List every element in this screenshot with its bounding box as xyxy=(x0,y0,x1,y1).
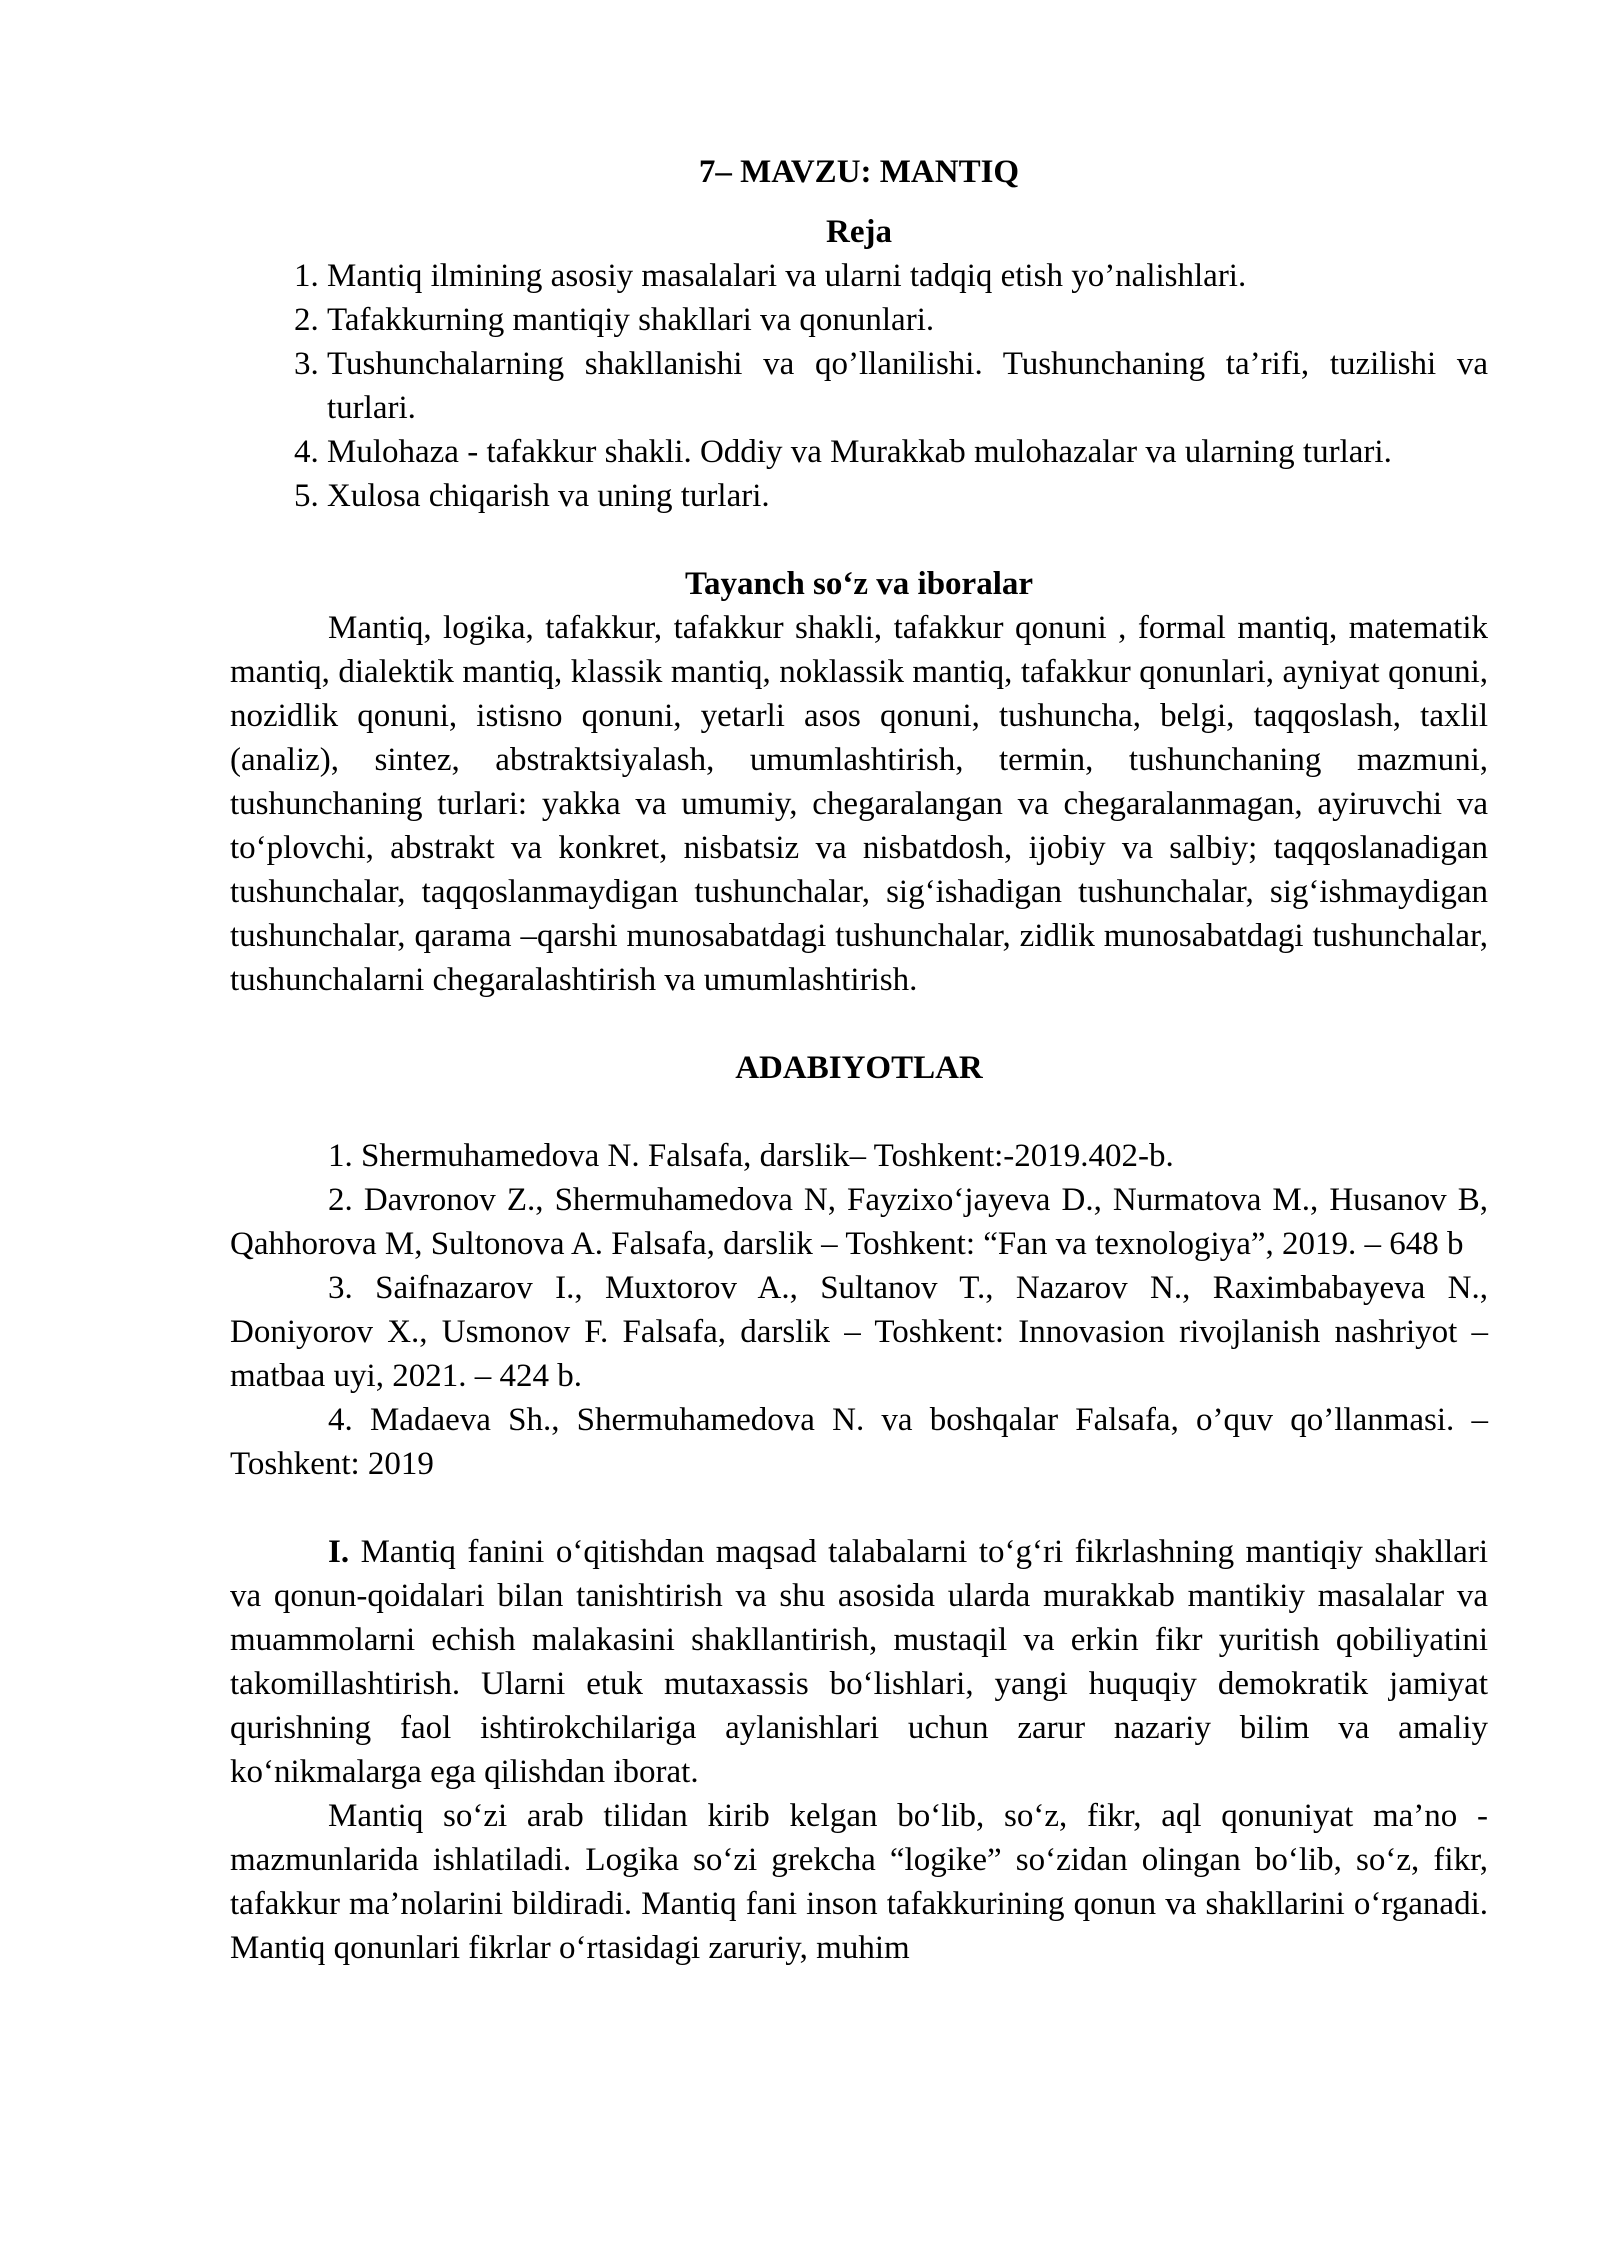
plan-item xyxy=(294,254,1488,298)
keywords-paragraph: Mantiq, logika, tafakkur, tafakkur shakli, tafakkur qonuni , formal mantiq, matematik mantiq, dialektik mantiq, klassik mantiq, noklassik mantiq, tafakkur qonunlari, ayniyat qonuni, nozidlik qonuni, istisno qonuni, yetarli asos qonuni, tushuncha, belgi, taqqoslash, taxlil (analiz), sintez, abstraktsiyalash, umumlashtirish, termin, tushunchaning mazmuni, tushunchaning turlari: yakka va umumiy, chegaralangan va chegaralanmagan, ayiruvchi va to‘plovchi, abstrakt va konkret, nisbatsiz va nisbatdosh, ijobiy va salbiy; taqqoslanadigan tushunchalar, taqqoslanmaydigan tushunchalar, sig‘ishadigan tushunchalar, sig‘ishmaydigan tushunchalar, qarama –qarshi munosabatdagi tushunchalar, zidlik munosabatdagi tushunchalar, tushunchalarni chegaralashtirish va umumlashtirish. xyxy=(230,610,1488,998)
references-heading: ADABIYOTLAR xyxy=(735,1050,983,1086)
keywords-heading: Tayanch so‘z va iboralar xyxy=(684,566,1034,602)
reference-item: 4. Madaeva Sh., Shermuhamedova N. va boshqalar Falsafa, o’quv qo’llanmasi. –Toshkent: 2019 xyxy=(230,1402,1488,1482)
plan-item-text: Tushunchalarning shakllanishi va qo’llanilishi. Tushunchaning ta’rifi, tuzilishi va turlari. xyxy=(327,346,1488,426)
plan-item-number: 3. xyxy=(294,346,319,382)
spacer xyxy=(230,1090,1488,1134)
plan-item-text: Tafakkurning mantiqiy shakllari va qonunlari. xyxy=(327,302,935,338)
document-page xyxy=(230,150,1488,1970)
reference-item: 3. Saifnazarov I., Muxtorov A., Sultanov T., Nazarov N., Raximbabayeva N., Doniyorov X., Usmonov F. Falsafa, darslik – Toshkent: Innovasion rivojlanish nashriyot –matbaa uyi, 2021. – 424 b. xyxy=(230,1270,1488,1394)
spacer xyxy=(230,1486,1488,1530)
plan-item-number: 5. xyxy=(294,478,319,514)
body-paragraph-2: Mantiq so‘zi arab tilidan kirib kelgan bo‘lib, so‘z, fikr, aql qonuniyat ma’no - mazmunlarida ishlatiladi. Logika so‘zi grekcha “logike” so‘zidan olingan bo‘lib, so‘z, fikr, tafakkur ma’nolarini bildiradi. Mantiq fani inson tafakkurining qonun va shakllarini o‘rganadi. Mantiq qonunlari fikrlar o‘rtasidagi zaruriy, muhim xyxy=(230,1798,1488,1966)
plan-heading: Reja xyxy=(826,214,892,250)
plan-item xyxy=(294,430,1488,474)
spacer xyxy=(230,518,1488,562)
plan-item-number: 4. xyxy=(294,434,319,470)
plan-item-text: Mulohaza - tafakkur shakli. Oddiy va Murakkab mulohazalar va ularning turlari. xyxy=(327,434,1392,470)
plan-item xyxy=(294,342,1488,430)
plan-item-number: 1. xyxy=(294,258,319,294)
plan-item xyxy=(294,474,1488,518)
plan-item-text: Mantiq ilmining asosiy masalalari va ularni tadqiq etish yo’nalishlari. xyxy=(327,258,1247,294)
plan-item xyxy=(294,298,1488,342)
body-paragraph-1 xyxy=(230,1530,1488,1794)
plan-item-number: 2. xyxy=(294,302,319,338)
body-paragraph-1-text: Mantiq fanini o‘qitishdan maqsad talabalarni to‘g‘ri fikrlashning mantiqiy shakllari va qonun-qoidalari bilan tanishtirish va shu asosida ularda murakkab mantikiy masalalar va muammolarni echish malakasini shakllantirish, mustaqil va erkin fikr yuritish qobiliyatini takomillashtirish. Ularni etuk mutaxassis bo‘lishlari, yangi huquqiy demokratik jamiyat qurishning faol ishtirokchilariga aylanishlari uchun zarur nazariy bilim va amaliy ko‘nikmalarga ega qilishdan iborat. xyxy=(230,1534,1488,1790)
reference-item: 1. Shermuhamedova N. Falsafa, darslik– Toshkent:-2019.402-b. xyxy=(328,1138,1174,1174)
section-marker: I. xyxy=(328,1534,350,1570)
reference-item: 2. Davronov Z., Shermuhamedova N, Fayzixo‘jayeva D., Nurmatova M., Husanov B, Qahhorova M, Sultonova A. Falsafa, darslik – Toshkent: “Fan va texnologiya”, 2019. – 648 b xyxy=(230,1182,1488,1262)
page-title: 7– MAVZU: MANTIQ xyxy=(698,154,1020,190)
plan-list xyxy=(230,254,1488,518)
plan-item-text: Xulosa chiqarish va uning turlari. xyxy=(327,478,770,514)
spacer xyxy=(230,1002,1488,1046)
